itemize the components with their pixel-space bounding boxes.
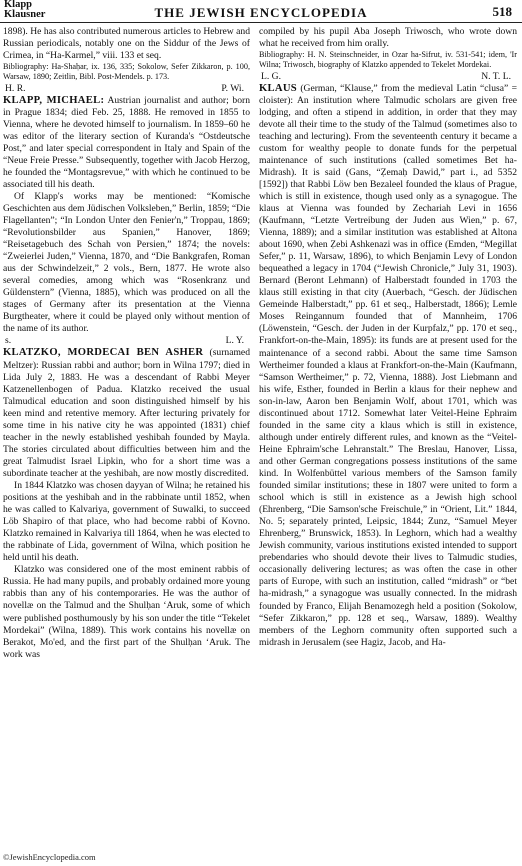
article-klatzko <box>3 347 250 480</box>
signature-line <box>3 335 250 347</box>
article-klapp <box>3 95 250 191</box>
signature-line <box>3 83 250 95</box>
signature-right: P. Wi. <box>221 82 244 94</box>
signature-left: L. G. <box>261 70 281 82</box>
article-heading: KLATZKO, MORDECAI BEN ASHER <box>3 347 204 359</box>
signature-left: H. R. <box>5 82 26 94</box>
page-header <box>0 0 522 26</box>
page-number: 518 <box>492 4 512 19</box>
site-watermark: ©JewishEncyclopedia.com <box>3 852 96 862</box>
article-heading: KLAPP, MICHAEL: <box>3 94 105 106</box>
continued-paragraph: compiled by his pupil Aba Joseph Triwosch, who wrote down what he received from him orally. <box>259 26 517 50</box>
header-rule <box>0 22 522 23</box>
signature-right: L. Y. <box>225 335 244 347</box>
signature-right: N. T. L. <box>481 70 511 82</box>
article-paragraph: Klatzko was considered one of the most eminent rabbis of Russia. He had many pupils, and probably ordained more young rabbis than any of his contemporaries. He was the author of novellæ on the Talmud and the Shulḥan ‘Aruk, some of which were published posthumously by his son under the title “Tekelet Mordekai” (Wilna, 1889). This work contains his novellæ on Berakot, Mo'ed, and the first part of the Shulḥan ‘Aruk. The work was <box>3 564 250 660</box>
article-heading: KLAUS <box>259 82 297 94</box>
continued-paragraph: 1898). He has also contributed numerous articles to Hebrew and Russian periodicals, notably one on the Siddur of the Jews of Crimea, in “Ha-Karmel,” viii. 133 et seq. <box>3 26 250 62</box>
article-paragraph: In 1844 Klatzko was chosen dayyan of Wilna; he retained his positions at the yeshibah and in the rabbinate until 1852, when he was called to Kalvariya, government of Suwalki, to succeed Löb Shapiro of that place, who had become rabbi of Kovno. Klatzko remained in Kalvariya till 1864, when he was elected to the rabbinate of Lida, government of Wilna, which position he held until his death. <box>3 480 250 564</box>
article-klaus <box>259 83 517 649</box>
article-text: Austrian journalist and author; born in Prague 1834; died Feb. 25, 1888. He removed in 1855 to Vienna, where he devoted himself to journalism. In 1859–60 he was editor of the literary section of Kuranda's “Ostdeutsche Post,” and later special correspondent in Italy and Spain of the “Neue Freie Presse.” Subsequently, together with Jacob Herzog, he founded the “Montagsrevue,” with which he continued to be associated till his death. <box>3 94 250 190</box>
article-paragraph: Of Klapp's works may be mentioned: “Komische Geschichten aus dem Jüdischen Volksleben,” Berlin, 1859; “Die Flagellanten”; “In London Unter den Fenier'n,” Troppau, 1869; “Revolutionsbilder aus Spanien,” Hanover, 1869; “Reisetagebuch des Schah von Persien,” 1874; the novels: “Zweierlei Juden,” Vienna, 1870, and “Die Bankgrafen, Roman aus der Schwindelzeit,” 2 vols., Bern, 1877. He wrote also several comedies, among which was “Rosenkranz und Güldenstern” (Vienna, 1885), which was produced on all the stages of Germany after its presentation at the Vienna Burgtheater, where it could be played only without mention of the name of its author. <box>3 190 250 335</box>
running-head-first-word: Klapp <box>4 0 33 10</box>
left-column <box>3 26 250 661</box>
article-text: (German, “Klause,” from the medieval Latin “clusa” = cloister): An institution where Talmudic scholars are given free lodging, and often a stipend in addition, in order that they may devote all their time to the study of the Talmud (sometimes also to teaching and lecturing). From the seventeenth century it became a custom for wealthy people to donate funds for the perpetual maintenance of such institutions (called sometimes Bet ha-Midrash). It is said (Gans, “Ẓemaḥ Dawid,” part i., ad 5352 [1592]) that Rabbi Löw ben Bezaleel founded the klaus of Prague, which is still in existence, though used only as a synagogue. The klaus at Vienna was founded by Zechariah Levi in 1656 (Kaufmann, “Letzte Vertreibung der Juden aus Wien,” p. 67, Vienna, 1889); and a similar institution was established at Altona about 1690, when Ẓebi Ashkenazi was in office (Emden, “Megillat Sefer,” p. 11, Warsaw, 1896), to which Benjamin Levy of London bequeathed a legacy in 1704 (“Jewish Chronicle,” July 31, 1903). Bernard (Beront Lehmann) of Halberstadt founded in 1703 the klaus still existing in that city (Auerbach, “Gesch. der Jüdischen Gemeinde Halberstadt,” pp. 61 et seq., Halberstadt, 1866); Lemle Moses Reingannum founded that of Mannheim, 1706 (Löwenstein, “Gesch. der Juden in der Kurpfalz,” pp. 170 et seq., Frankfort-on-the-Main, 1895): its funds are at present used for the maintenance of a second rabbi. About the same time Samson Wertheimer founded a klaus at Frankfort-on-the-Main (Kaufmann, “Samson Wertheimer,” p. 72, Vienna, 1888). Jost Liebmann and his wife, Esther, founded in Berlin a klaus for their nephew and son-in-law, Aaron ben Benjamin Wolf, about 1701, which was discontinued about 1712. Somewhat later Veitel-Heine Ephraim founded in the same city a klaus which is still in existence, although under entirely different rules, and known as the “Veitel-Heine Ephraim'sche Lehranstalt.” The Breslau, Hanover, Lissa, and other German congregations possess institutions of the same kind. In Wolfenbüttel various members of the Samson family founded similar institutions; these in 1807 were united to form a school which is still in existence as a Jewish high school (Ehrenberg, “Die Samson'sche Freischule,” in “Orient, Lit.” 1844, No. 5; separately printed, Leipsic, 1844; Zunz, “Samuel Meyer Ehrenberg,” Brunswick, 1853). In Leghorn, which had a wealthy Jewish community, various institutions existed intended to support prebendaries who should devote their lives to Talmudic studies, occasionally delivering lectures; as was often the case in other parts of Europe, with such an institution, called “midrash” or “bet ha-midrash,” a synagogue was usually connected. In the midrash founded by Franco, Elijah Benamozegh held a position (Sokolow, “Sefer Zikkaron,” pp. 128 et seq., Warsaw, 1889). Wealthy members of the Leghorn community often supported such a midrash in Jerusalem (see Hagiz, Jacob, and Ha- <box>259 82 517 648</box>
running-head-last-word: Klausner <box>4 9 46 20</box>
signature-left: s. <box>5 335 12 347</box>
article-text: (surnamed Meltzer): Russian rabbi and author; born in Wilna 1797; died in Lida July 2, 1883. He was a descendant of Rabbi Meyer Katzenellenbogen of Padua. Klatzko received the usual Talmudical education and soon distinguished himself by his keen mind and retentive memory. After lecturing privately for some time in his native city he was appointed (1831) chief teacher in the newly established yeshibah founded by Mayla. The stories circulated about difficulties between him and the great Talmudist Israel Lipkin, who for a short time was a subordinate teacher at the yeshibah, are now mostly discredited. <box>3 347 250 479</box>
bibliography: Bibliography: H. N. Steinschneider, in Ozar ha-Sifrut, iv. 531-541; idem, 'Ir Wilna; Triwosch, biography of Klatzko appended to Tekelet Mordekai. <box>259 50 517 70</box>
page-title: THE JEWISH ENCYCLOPEDIA <box>154 5 368 20</box>
right-column <box>259 26 517 649</box>
signature-line <box>259 71 517 83</box>
bibliography: Bibliography: Ha-Shaḥar, ix. 136, 335; Sokolow, Sefer Zikkaron, p. 100, Warsaw, 1890; Zeitlin, Bibl. Post-Mendels. p. 173. <box>3 62 250 82</box>
